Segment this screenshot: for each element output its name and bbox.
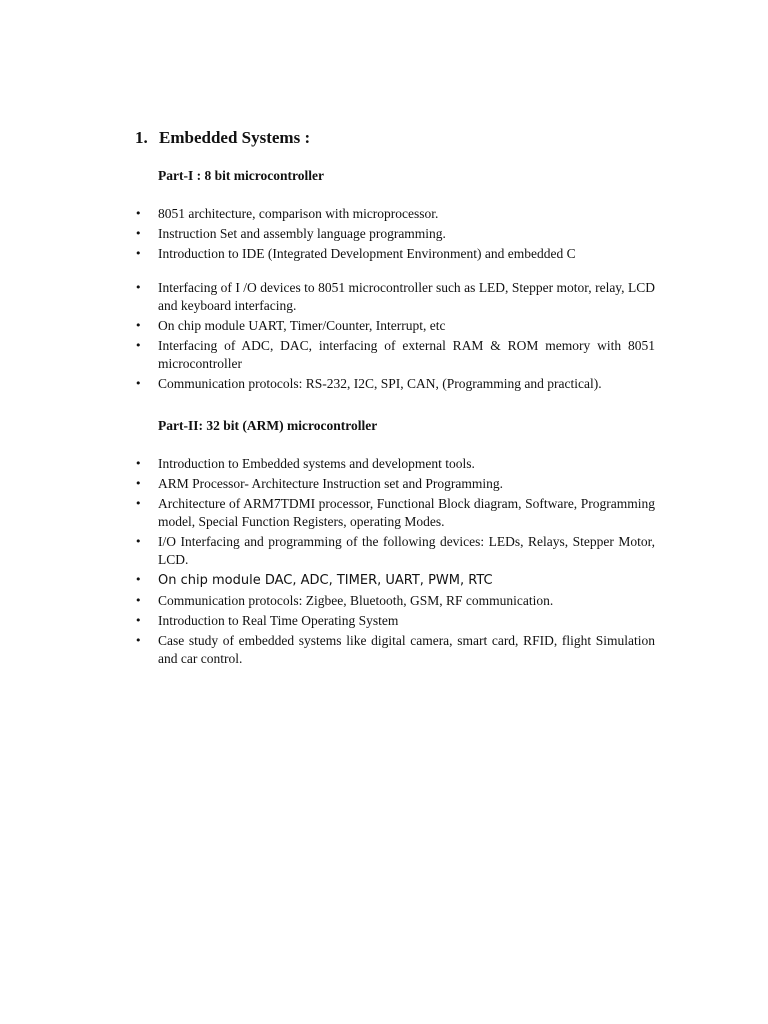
bullet-icon: • [135,247,142,260]
part1-title: Part-I : 8 bit microcontroller [158,168,324,183]
list-item: • Introduction to Embedded systems and development tools. [135,456,475,471]
list-item: • On chip module UART, Timer/Counter, Interrupt, etc [135,318,446,333]
bullet-icon: • [135,457,142,470]
list-item: • Interfacing of I /O devices to 8051 microcontroller such as LED, Stepper motor, relay, LCD and keyboard interfacing. [135,280,655,313]
bullet-icon: • [135,339,142,352]
section-number: 1. [135,128,148,147]
list-item: • Architecture of ARM7TDMI processor, Functional Block diagram, Software, Programming model, Special Function Registers, operating Modes. [135,496,655,529]
list-item: • I/O Interfacing and programming of the following devices: LEDs, Relays, Stepper Motor, LCD. [135,534,655,567]
list-item: • Case study of embedded systems like digital camera, smart card, RFID, flight Simulation and car control. [135,633,655,666]
bullet-icon: • [135,594,142,607]
bullet-icon: • [135,634,142,647]
bullet-icon: • [135,535,142,548]
part2-list [135,455,655,670]
part2-title: Part-II: 32 bit (ARM) microcontroller [158,418,378,433]
bullet-icon: • [135,497,142,510]
bullet-icon: • [135,281,142,294]
list-item: • Introduction to IDE (Integrated Development Environment) and embedded C [135,246,576,261]
bullet-icon: • [135,614,142,627]
list-item: • Interfacing of ADC, DAC, interfacing of external RAM & ROM memory with 8051 microcontroller [135,338,655,371]
list-item: • Communication protocols: RS-232, I2C, SPI, CAN, (Programming and practical). [135,376,602,391]
bullet-icon: • [135,573,142,586]
list-item: • Introduction to Real Time Operating System [135,613,399,628]
list-item: • Instruction Set and assembly language programming. [135,226,446,241]
part1-list [135,205,655,395]
bullet-icon: • [135,319,142,332]
list-item: • On chip module DAC, ADC, TIMER, UART, PWM, RTC [135,573,493,588]
bullet-icon: • [135,227,142,240]
section-title: Embedded Systems : [159,128,311,147]
section-heading [135,128,310,148]
list-item: • ARM Processor- Architecture Instruction set and Programming. [135,476,504,491]
bullet-icon: • [135,377,142,390]
bullet-icon: • [135,207,142,220]
list-item: • Communication protocols: Zigbee, Bluetooth, GSM, RF communication. [135,593,554,608]
list-spacer [135,265,655,279]
bullet-icon: • [135,477,142,490]
list-item: • 8051 architecture, comparison with microprocessor. [135,206,439,221]
